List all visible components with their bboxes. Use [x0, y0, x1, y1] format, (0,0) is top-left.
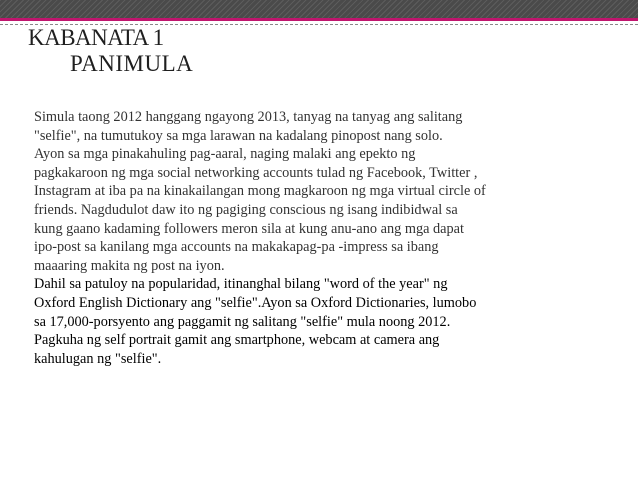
body-line: Dahil sa patuloy na popularidad, itinanghal bilang "word of the year" ng	[34, 276, 448, 293]
slide-subtitle: PANIMULA	[70, 51, 194, 76]
top-pattern-bar	[0, 0, 638, 18]
body-line: Oxford English Dictionary ang "selfie".Ayon sa Oxford Dictionaries, lumobo	[34, 294, 477, 311]
body-line: kung gaano kadaming followers meron sila at kung anu-ano ang mga dapat	[34, 220, 464, 237]
body-line: pagkakaroon ng mga social networking accounts tulad ng Facebook, Twitter ,	[34, 164, 478, 181]
slide-title: KABANATA 1	[28, 25, 164, 50]
body-line: Simula taong 2012 hanggang ngayong 2013, tanyag na tanyag ang salitang	[34, 109, 463, 125]
body-line: sa 17,000-porsyento ang paggamit ng salitang "selfie" mula noong 2012.	[34, 313, 451, 330]
body-line: Pagkuha ng self portrait gamit ang smartphone, webcam at camera ang	[34, 332, 440, 349]
accent-line	[0, 18, 638, 21]
body-text	[34, 108, 624, 368]
body-line: "selfie", na tumutukoy sa mga larawan na kadalang pinopost nang solo.	[34, 127, 443, 144]
body-line: kahulugan ng "selfie".	[34, 350, 162, 367]
body-line: Ayon sa mga pinakahuling pag-aaral, naging malaki ang epekto ng	[34, 146, 416, 163]
body-line: ipo-post sa kanilang mga accounts na makakapag-pa -impress sa ibang	[34, 239, 439, 256]
body-line: maaaring makita ng post na iyon.	[34, 257, 225, 274]
body-line: Instagram at iba pa na kinakailangan mong magkaroon ng mga virtual circle of	[34, 183, 486, 200]
body-line: friends. Nagdudulot daw ito ng pagiging conscious ng isang indibidwal sa	[34, 201, 458, 218]
